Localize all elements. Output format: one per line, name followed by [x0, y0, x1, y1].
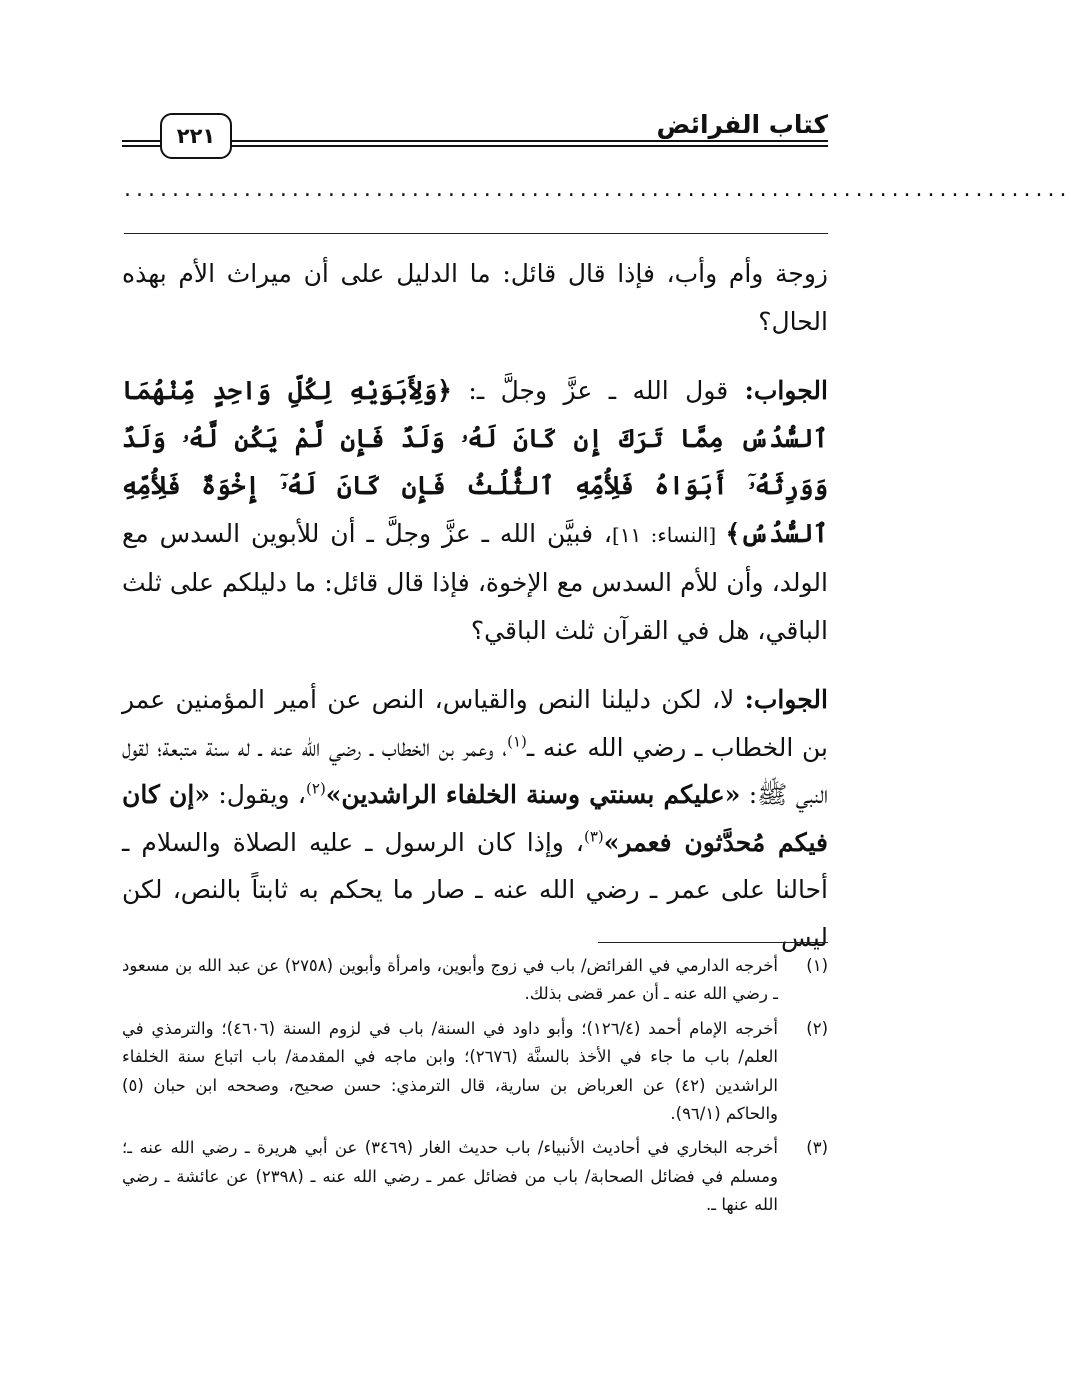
- footnote-text: أخرجه الدارمي في الفرائض/ باب في زوج وأبوين، وامرأة وأبوين (٢٧٥٨) عن عبد الله بن مسعود ـ رضي الله عنه ـ أن عمر قضى بذلك.: [122, 956, 778, 1004]
- answer-intro: قول الله ـ عزَّ وجلَّ ـ:: [451, 376, 745, 405]
- footnote-text: أخرجه البخاري في أحاديث الأنبياء/ باب حديث الغار (٣٤٦٩) عن أبي هريرة ـ رضي الله عنه ـ؛ ومسلم في فضائل الصحابة/ باب من فضائل عمر ـ رضي الله عنه ـ (٢٣٩٨) عن عائشة ـ رضي الله عنها ـ.: [122, 1138, 778, 1215]
- footnote-ref-3[interactable]: (٣): [583, 827, 604, 846]
- paragraph-answer-2: [122, 676, 828, 961]
- footnote-number: (١): [806, 956, 828, 975]
- answer-text-a: لا، لكن دليلنا النص والقياس، النص عن أمير المؤمنين عمر بن الخطاب ـ رضي الله عنه ـ: [122, 685, 828, 762]
- footnote-ref-1[interactable]: (١): [507, 732, 527, 751]
- dotted-separator: ...............................................................................: [124, 177, 1071, 202]
- hadith-quote-2: «إن كان فيكم مُحدَّثون فعمر»: [122, 780, 828, 857]
- verse-citation: [النساء: ١١]: [612, 522, 726, 547]
- footnote-number: (٣): [806, 1138, 828, 1158]
- footnote-item: [122, 952, 828, 1009]
- answer-text-d: ، وإذا كان الرسول ـ عليه الصلاة والسلام ـ أحالنا على عمر ـ رضي الله عنه ـ صار ما يحكم به ثابتاً بالنص، لكن ليس: [122, 827, 828, 952]
- answer-label: الجواب:: [744, 376, 828, 405]
- answer-text-b: ، وعمر بن الخطاب ـ رضي الله عنه ـ له سنة متبعة؛ لقول النبي ﷺ:: [122, 732, 828, 809]
- main-text: [122, 250, 828, 961]
- answer-text-c: ، ويقول:: [209, 780, 307, 809]
- page-number-box: [160, 113, 232, 159]
- paragraph-answer-1: [122, 367, 828, 654]
- body-top-rule: [124, 233, 828, 234]
- answer-text: ، فبيَّن الله ـ عزَّ وجلَّ ـ أن للأبوين السدس مع الولد، وأن للأم السدس مع الإخوة، فإذا قال قائل: ما دليلكم على ثلث الباقي، هل في القرآن ثلث الباقي؟: [122, 518, 828, 645]
- footnote-item: [122, 1134, 828, 1219]
- footnote-item: [122, 1015, 828, 1129]
- hadith-quote-1: «عليكم بسنتي وسنة الخلفاء الراشدين»: [325, 780, 741, 809]
- footnote-ref-2[interactable]: (٢): [306, 779, 326, 798]
- quran-verse: ﴿وَلِأَبَوَيْهِ لِكُلِّ وَاحِدٍ مِّنْهُمَا ٱلسُّدُسُ مِمَّا تَرَكَ إِن كَانَ لَهُۥ وَلَدٌ فَإِن لَّمْ يَكُن لَّهُۥ وَلَدٌ وَوَرِثَهُۥٓ أَبَوَاهُ فَلِأُمِّهِ ٱلثُّلُثُ فَإِن كَانَ لَهُۥٓ إِخْوَةٌ فَلِأُمِّهِ ٱلسُّدُسُ﴾: [122, 376, 829, 548]
- footnote-rule: [598, 942, 828, 943]
- running-header-title: كتاب الفرائض: [656, 110, 828, 139]
- footnote-number: (٢): [806, 1018, 828, 1038]
- footnote-text: أخرجه الإمام أحمد (١٢٦/٤)؛ وأبو داود في السنة/ باب في لزوم السنة (٤٦٠٦)؛ والترمذي في العلم/ باب ما جاء في الأخذ بالسنَّة (٢٦٧٦)؛ وابن ماجه في المقدمة/ باب اتباع سنة الخلفاء الراشدين (٤٢) عن العرباض بن سارية، قال الترمذي: حسن صحيح، وصححه ابن حبان (٥) والحاكم (٩٦/١).: [122, 1018, 779, 1124]
- answer-label-2: الجواب:: [744, 685, 828, 714]
- page-number: ٢٢١: [176, 124, 216, 148]
- paragraph-question: زوجة وأم وأب، فإذا قال قائل: ما الدليل على أن ميراث الأم بهذه الحال؟: [122, 259, 828, 336]
- footnotes: [122, 952, 828, 1220]
